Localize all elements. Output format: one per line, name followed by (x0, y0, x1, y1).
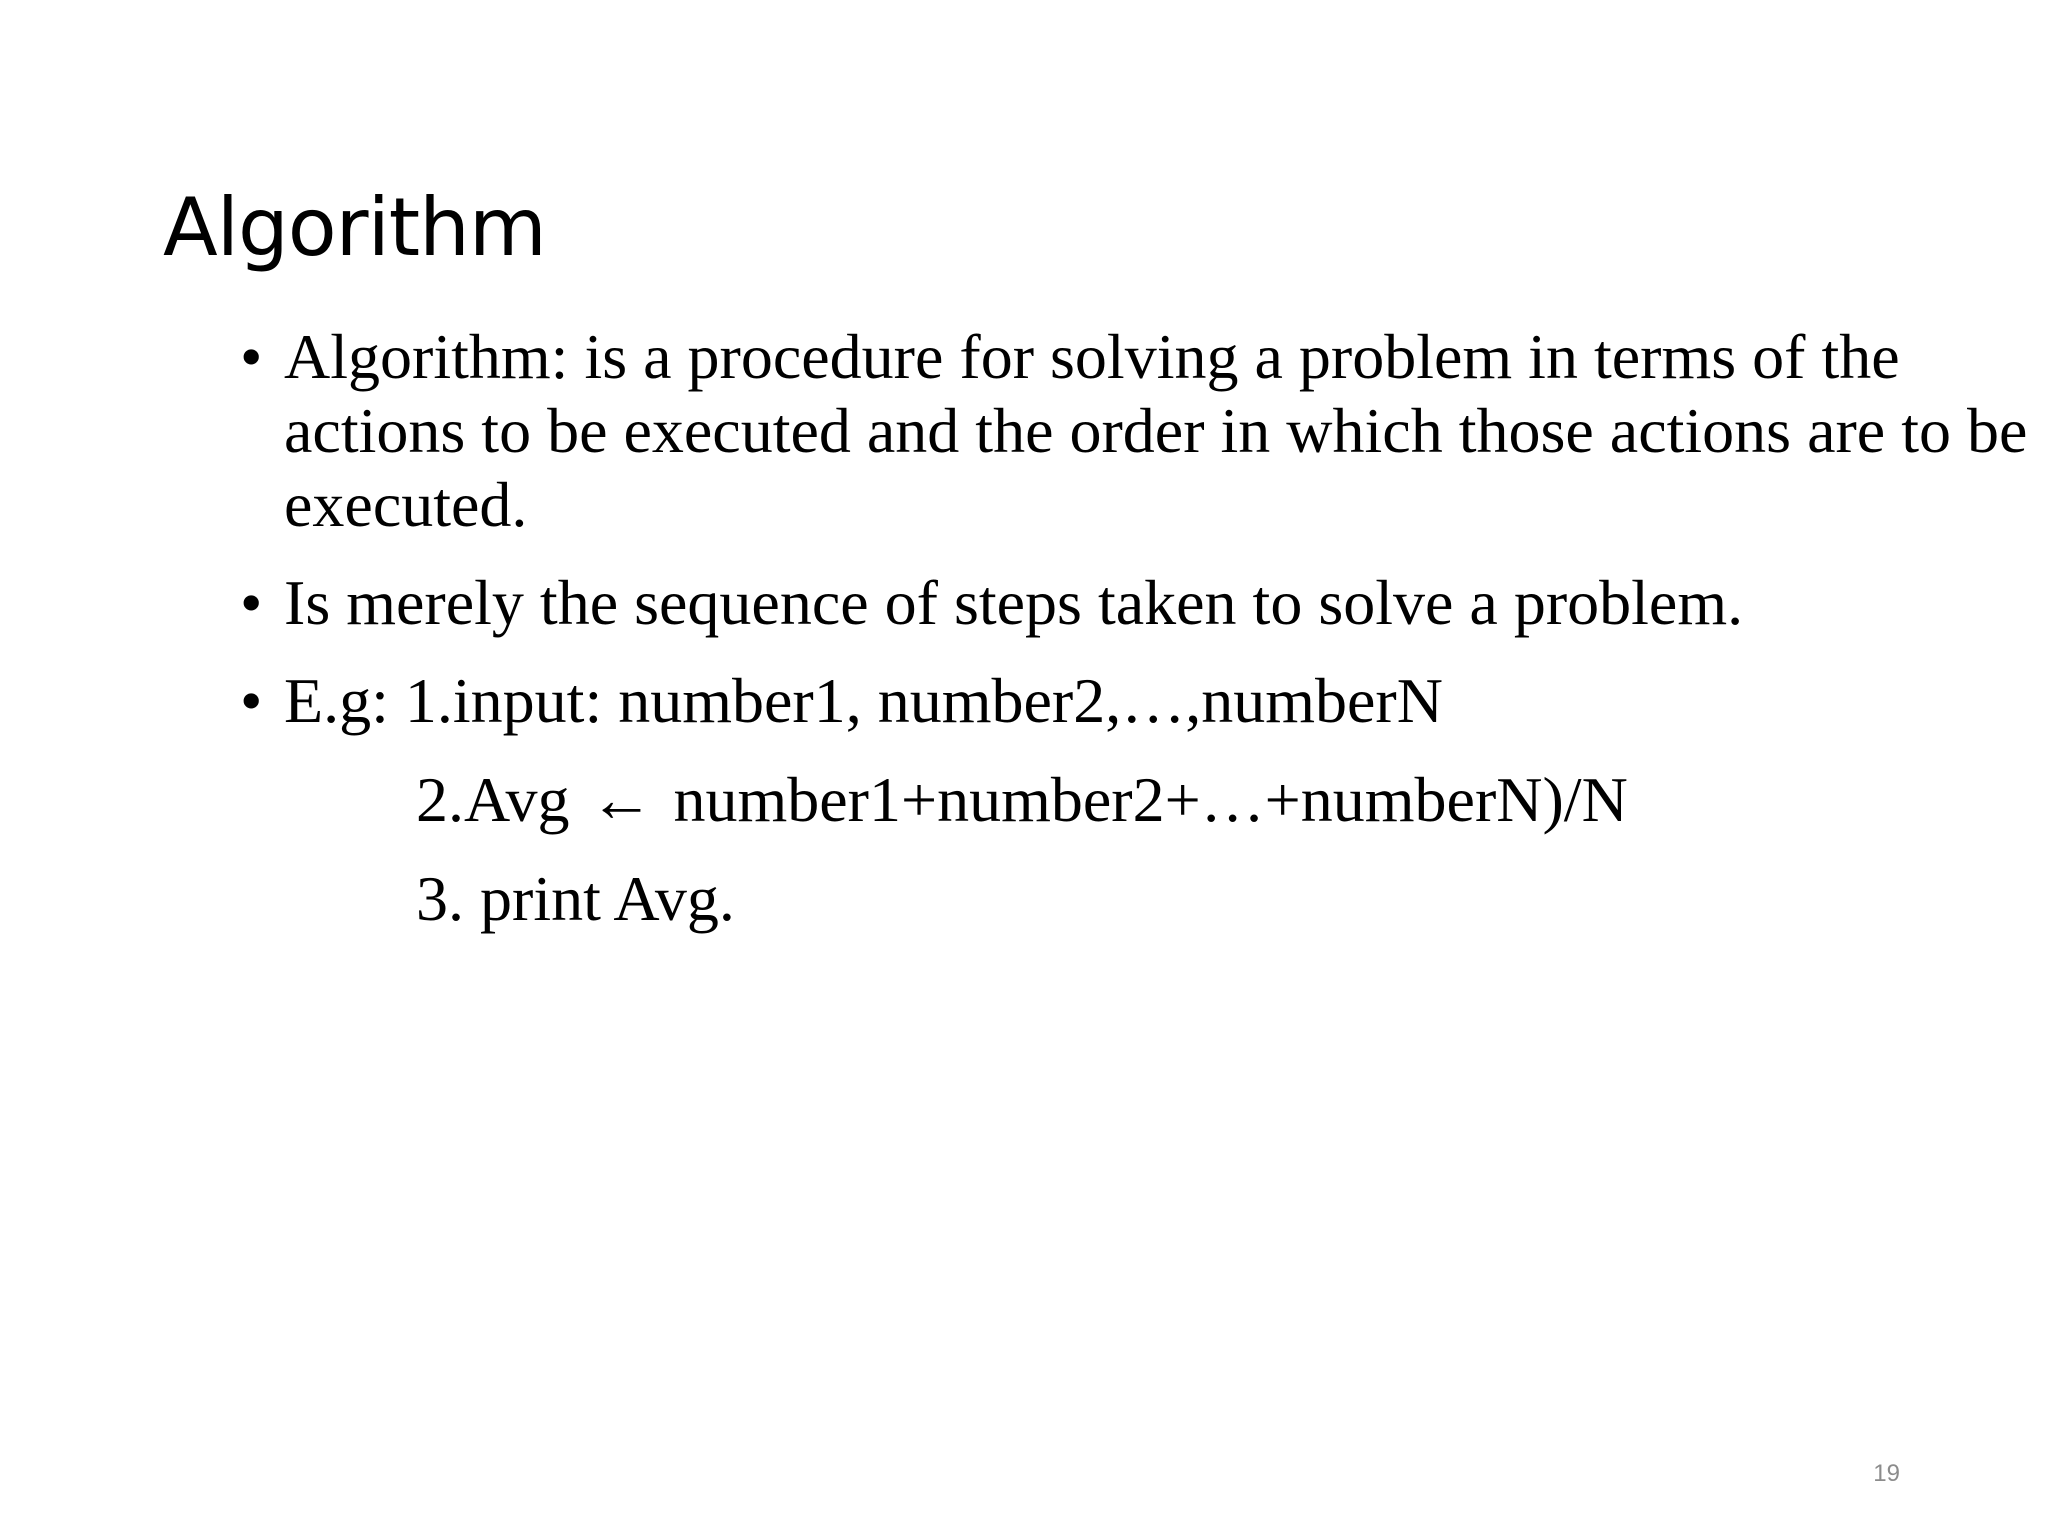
example-step-2-start: 2.Avg (416, 764, 586, 835)
example-first-line (284, 665, 1443, 736)
slide-number: 19 (1873, 1460, 1900, 1487)
slide-content (240, 320, 2030, 936)
example-step-3: 3. print Avg. (416, 863, 735, 934)
bullet-dot-icon: • (240, 665, 263, 736)
example-step-2 (416, 763, 2030, 837)
example-step-2-rest: number1+number2+…+numberN)/N (657, 764, 1628, 835)
example-block (284, 664, 2030, 936)
bullet-list (240, 320, 2030, 936)
bullet-sequence-of-steps (240, 566, 2030, 640)
bullet-text: Is merely the sequence of steps taken to solve a problem. (284, 567, 1744, 638)
example-step-1: 1.input: number1, number2,…,numberN (404, 665, 1443, 736)
example-label: E.g: (284, 665, 405, 736)
bullet-dot-icon: • (240, 321, 263, 392)
bullet-text: Algorithm: is a procedure for solving a problem in terms of the actions to be executed and the order in which those actions are to be executed. (284, 321, 2028, 540)
bullet-example (240, 664, 2030, 936)
bullet-dot-icon: • (240, 567, 263, 638)
slide-title: Algorithm (163, 181, 546, 274)
bullet-algorithm-definition (240, 320, 2030, 542)
left-arrow-icon: ← (589, 764, 654, 835)
